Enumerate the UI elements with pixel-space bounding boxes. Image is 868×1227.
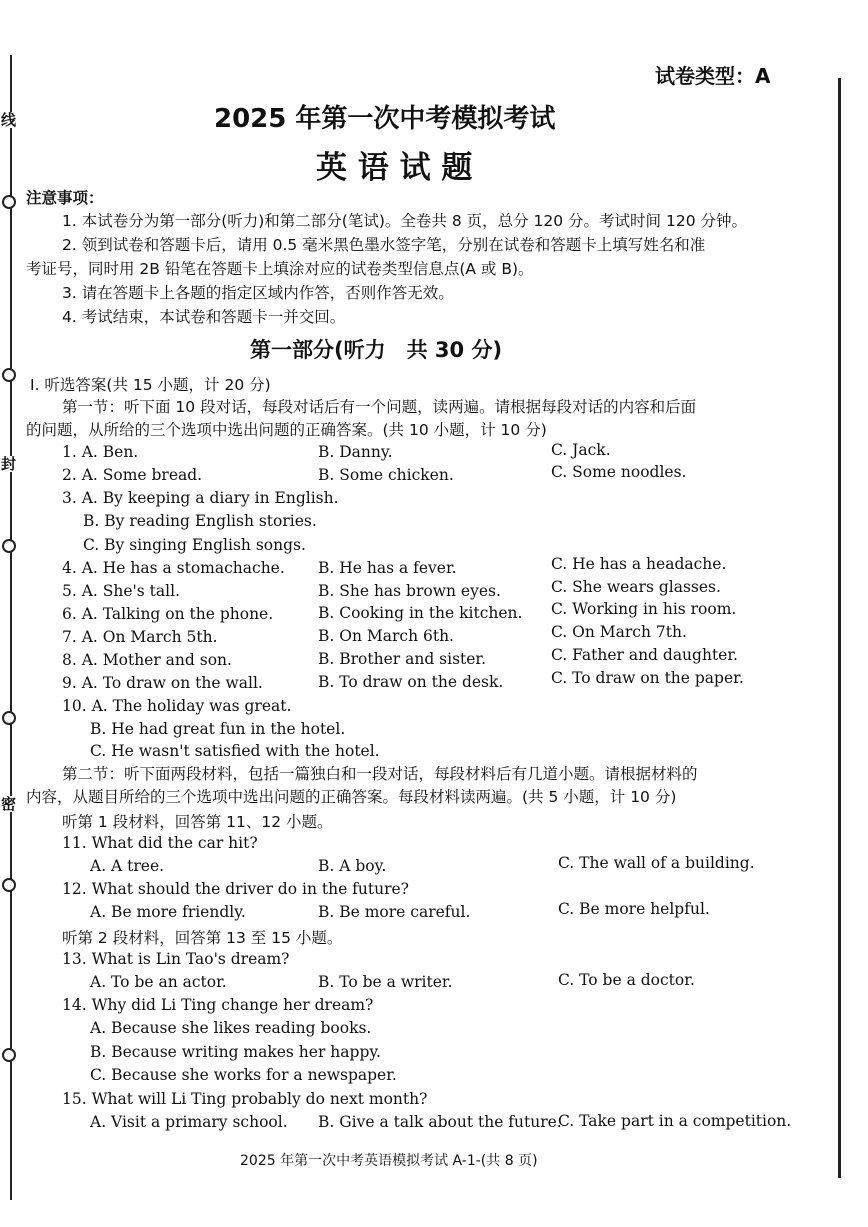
- q10-option-a: 10. A. The holiday was great.: [62, 697, 292, 715]
- exam-subtitle: 英 语 试 题: [316, 150, 473, 186]
- q9-option-b: B. To draw on the desk.: [318, 673, 504, 691]
- binding-hole: [2, 711, 16, 725]
- binding-char-xian: 线: [1, 111, 17, 129]
- q11-stem: 11. What did the car hit?: [62, 834, 258, 852]
- binding-hole: [2, 195, 16, 209]
- binding-hole: [2, 539, 16, 553]
- q4-option-c: C. He has a headache.: [551, 555, 727, 573]
- q3-option-c: C. By singing English songs.: [83, 536, 306, 554]
- q14-option-b: B. Because writing makes her happy.: [90, 1043, 381, 1061]
- q12-option-a: A. Be more friendly.: [90, 903, 246, 921]
- q5-option-a: 5. A. She's tall.: [62, 582, 180, 600]
- page-footer: 2025 年第一次中考英语模拟考试 A-1-(共 8 页): [240, 1153, 538, 1169]
- part1-title: 第一部分(听力 共 30 分): [250, 338, 503, 362]
- notice-heading: 注意事项：: [26, 189, 104, 207]
- q5-option-b: B. She has brown eyes.: [318, 582, 501, 600]
- q15-option-a: A. Visit a primary school.: [90, 1113, 288, 1131]
- q7-option-c: C. On March 7th.: [551, 623, 687, 641]
- binding-line: [10, 55, 12, 1200]
- q2-option-b: B. Some chicken.: [318, 466, 454, 484]
- notice-item: 考证号，同时用 2B 铅笔在答题卡上填涂对应的试卷类型信息点(A 或 B)。: [26, 260, 534, 278]
- q3-option-a: 3. A. By keeping a diary in English.: [62, 489, 339, 507]
- q15-option-b: B. Give a talk about the future.: [318, 1113, 562, 1131]
- q6-option-c: C. Working in his room.: [551, 600, 737, 618]
- q4-option-a: 4. A. He has a stomachache.: [62, 559, 285, 577]
- q11-option-c: C. The wall of a building.: [558, 854, 755, 872]
- q2-option-c: C. Some noodles.: [551, 463, 687, 481]
- q6-option-a: 6. A. Talking on the phone.: [62, 605, 274, 623]
- q11-option-b: B. A boy.: [318, 857, 387, 875]
- notice-item: 4. 考试结束，本试卷和答题卡一并交回。: [62, 308, 346, 326]
- q9-option-c: C. To draw on the paper.: [551, 669, 744, 687]
- q2-option-a: 2. A. Some bread.: [62, 466, 203, 484]
- q8-option-b: B. Brother and sister.: [318, 650, 487, 668]
- q3-option-b: B. By reading English stories.: [83, 512, 317, 530]
- q15-stem: 15. What will Li Ting probably do next month?: [62, 1090, 428, 1108]
- q8-option-a: 8. A. Mother and son.: [62, 651, 232, 669]
- material-2-instruction: 听第 2 段材料，回答第 13 至 15 小题。: [62, 929, 343, 947]
- q7-option-b: B. On March 6th.: [318, 627, 454, 645]
- binding-char-feng: 封: [1, 455, 17, 473]
- q13-option-b: B. To be a writer.: [318, 973, 453, 991]
- q8-option-c: C. Father and daughter.: [551, 646, 738, 664]
- q12-option-b: B. Be more careful.: [318, 903, 471, 921]
- binding-hole: [2, 1048, 16, 1062]
- q13-option-c: C. To be a doctor.: [558, 971, 695, 989]
- q12-stem: 12. What should the driver do in the future?: [62, 880, 409, 898]
- notice-item: 3. 请在答题卡上各题的指定区域内作答，否则作答无效。: [62, 284, 454, 302]
- q13-stem: 13. What is Lin Tao's dream?: [62, 950, 290, 968]
- q9-option-a: 9. A. To draw on the wall.: [62, 674, 263, 692]
- q15-option-c: C. Take part in a competition.: [558, 1112, 792, 1130]
- binding-hole: [2, 878, 16, 892]
- notice-item: 1. 本试卷分为第一部分(听力)和第二部分(笔试)。全卷共 8 页，总分 120 分。考试时间 120 分钟。: [62, 212, 747, 230]
- q10-option-c: C. He wasn't satisfied with the hotel.: [90, 742, 380, 760]
- q14-stem: 14. Why did Li Ting change her dream?: [62, 996, 374, 1014]
- section1-intro: 的问题，从所给的三个选项中选出问题的正确答案。(共 10 小题，计 10 分): [26, 421, 547, 439]
- binding-hole: [2, 368, 16, 382]
- notice-item: 2. 领到试卷和答题卡后，请用 0.5 毫米黑色墨水签字笔，分别在试卷和答题卡上填写姓名和准: [62, 236, 706, 254]
- material-1-instruction: 听第 1 段材料，回答第 11、12 小题。: [62, 813, 333, 831]
- q14-option-a: A. Because she likes reading books.: [90, 1019, 372, 1037]
- paper-type-label: 试卷类型：A: [655, 64, 771, 88]
- section-heading: Ⅰ. 听选答案(共 15 小题，计 20 分): [30, 376, 271, 394]
- binding-char-mi: 密: [1, 795, 17, 813]
- right-margin-bar: [838, 78, 841, 1178]
- section2-intro: 内容，从题目所给的三个选项中选出问题的正确答案。每段材料读两遍。(共 5 小题，计 10 分): [26, 788, 677, 806]
- q13-option-a: A. To be an actor.: [90, 973, 227, 991]
- q1-option-a: 1. A. Ben.: [62, 443, 139, 461]
- exam-title: 2025 年第一次中考模拟考试: [214, 104, 556, 134]
- q4-option-b: B. He has a fever.: [318, 559, 457, 577]
- q7-option-a: 7. A. On March 5th.: [62, 628, 218, 646]
- q5-option-c: C. She wears glasses.: [551, 578, 721, 596]
- q14-option-c: C. Because she works for a newspaper.: [90, 1066, 397, 1084]
- q6-option-b: B. Cooking in the kitchen.: [318, 604, 523, 622]
- q10-option-b: B. He had great fun in the hotel.: [90, 720, 346, 738]
- section1-intro: 第一节：听下面 10 段对话，每段对话后有一个问题，读两遍。请根据每段对话的内容和后面: [62, 398, 697, 416]
- q1-option-c: C. Jack.: [551, 441, 611, 459]
- q11-option-a: A. A tree.: [90, 857, 165, 875]
- section2-intro: 第二节：听下面两段材料，包括一篇独白和一段对话，每段材料后有几道小题。请根据材料的: [62, 765, 698, 783]
- q12-option-c: C. Be more helpful.: [558, 900, 710, 918]
- q1-option-b: B. Danny.: [318, 443, 393, 461]
